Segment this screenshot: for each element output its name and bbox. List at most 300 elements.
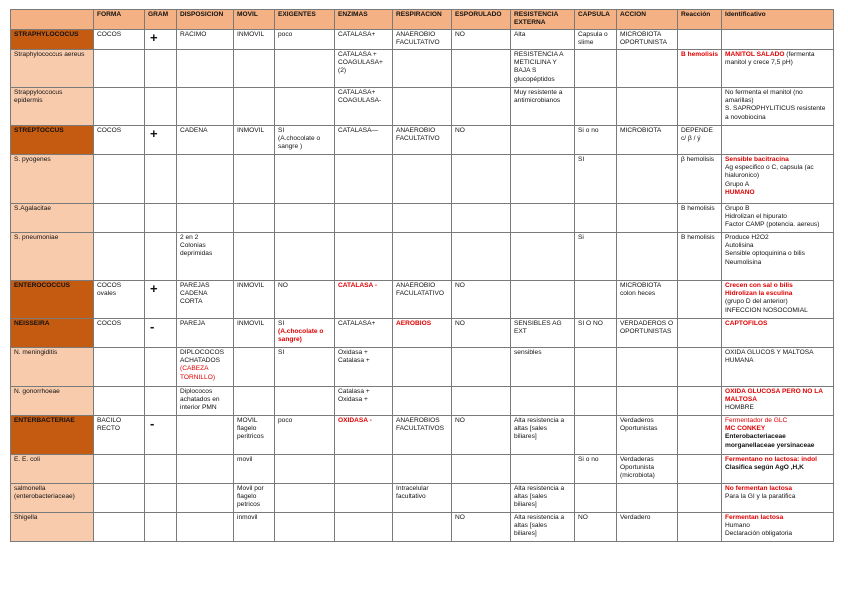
- table-cell[interactable]: [575, 155, 617, 204]
- table-cell[interactable]: [722, 348, 834, 387]
- table-cell[interactable]: [275, 281, 335, 319]
- column-header[interactable]: ENZIMAS: [335, 10, 393, 30]
- table-cell[interactable]: [575, 126, 617, 155]
- cell-text: Hidrolizan el hipurato: [725, 213, 787, 221]
- table-cell[interactable]: [511, 455, 575, 484]
- table-cell[interactable]: [275, 204, 335, 233]
- table-cell[interactable]: [678, 233, 722, 281]
- table-cell[interactable]: [234, 233, 275, 281]
- table-cell[interactable]: [393, 155, 452, 204]
- table-cell[interactable]: [275, 387, 335, 416]
- table-cell[interactable]: [275, 88, 335, 126]
- cell-text: Si o no: [578, 127, 599, 134]
- table-cell[interactable]: [678, 484, 722, 513]
- table-cell[interactable]: [275, 348, 335, 387]
- table-cell[interactable]: [94, 126, 145, 155]
- table-cell[interactable]: [335, 513, 393, 542]
- table-cell[interactable]: [452, 50, 511, 88]
- table-cell[interactable]: [275, 50, 335, 88]
- group-name-cell[interactable]: STREPTOCCUS: [11, 126, 94, 155]
- table-cell[interactable]: [275, 319, 335, 348]
- cell-text: PAREJA: [180, 320, 206, 327]
- species-name-cell[interactable]: S.Agalacitae: [11, 204, 94, 233]
- cell-text: COCOS ovales: [97, 282, 122, 298]
- column-header[interactable]: DISPOSICION: [177, 10, 234, 30]
- species-row: [11, 88, 834, 126]
- table-cell[interactable]: [94, 348, 145, 387]
- table-cell[interactable]: [511, 155, 575, 204]
- table-cell[interactable]: [678, 281, 722, 319]
- table-cell[interactable]: [617, 204, 678, 233]
- table-cell[interactable]: [275, 455, 335, 484]
- cell-text: SENSIBLES AG EXT: [514, 320, 562, 336]
- table-cell[interactable]: [335, 155, 393, 204]
- table-cell[interactable]: [177, 281, 234, 319]
- table-cell[interactable]: [452, 126, 511, 155]
- table-cell[interactable]: [335, 387, 393, 416]
- table-cell[interactable]: [275, 416, 335, 455]
- cell-text: Sensible bacitracina: [725, 156, 789, 163]
- table-cell[interactable]: [617, 484, 678, 513]
- table-cell[interactable]: [234, 484, 275, 513]
- table-cell[interactable]: [722, 88, 834, 126]
- table-cell[interactable]: [177, 233, 234, 281]
- cell-text: SI: [278, 320, 285, 327]
- table-cell[interactable]: [335, 484, 393, 513]
- header-cell-blank[interactable]: [11, 10, 94, 30]
- table-cell[interactable]: [722, 319, 834, 348]
- table-cell[interactable]: [393, 416, 452, 455]
- table-cell[interactable]: [511, 319, 575, 348]
- cell-text: NO: [455, 31, 465, 38]
- cell-text: ANAEROBIOS FACULTATIVOS: [396, 417, 444, 433]
- column-header[interactable]: EXIGENTES: [275, 10, 335, 30]
- table-cell[interactable]: [393, 348, 452, 387]
- table-cell[interactable]: [234, 455, 275, 484]
- cell-text: ANAEROBIO FACULATATIVO: [396, 282, 444, 298]
- cell-text: NO: [455, 282, 465, 289]
- species-name-cell[interactable]: E. E. coli: [11, 455, 94, 484]
- cell-text: SI: [278, 127, 285, 134]
- table-cell[interactable]: [575, 233, 617, 281]
- species-name-cell[interactable]: Shigella: [11, 513, 94, 542]
- cell-text: BACILO RECTO: [97, 417, 122, 433]
- table-cell[interactable]: [335, 455, 393, 484]
- table-cell[interactable]: [145, 281, 177, 319]
- cell-text: HOMBRE: [725, 404, 754, 412]
- table-cell[interactable]: [511, 513, 575, 542]
- table-cell[interactable]: [145, 455, 177, 484]
- table-cell[interactable]: [177, 455, 234, 484]
- table-cell[interactable]: [617, 281, 678, 319]
- cell-text: Muy resistente a antimicrobianos: [514, 89, 563, 105]
- column-header[interactable]: Identificativo: [722, 10, 834, 30]
- table-cell[interactable]: [722, 30, 834, 50]
- table-cell[interactable]: [452, 387, 511, 416]
- group-row: [11, 281, 834, 319]
- table-cell[interactable]: [452, 348, 511, 387]
- cell-text: OXIDA GLUCOSA PERO NO LA MALTOSA: [725, 388, 823, 404]
- table-cell[interactable]: [722, 155, 834, 204]
- gram-sign: +: [150, 281, 158, 296]
- table-cell[interactable]: [722, 50, 834, 88]
- table-cell[interactable]: [678, 348, 722, 387]
- cell-text: MC CONKEY: [725, 425, 766, 433]
- table-cell[interactable]: [234, 513, 275, 542]
- cell-text: Si o no: [578, 456, 599, 463]
- table-cell[interactable]: [678, 513, 722, 542]
- cell-text: poco: [278, 417, 293, 424]
- table-cell[interactable]: [617, 50, 678, 88]
- table-cell[interactable]: [617, 513, 678, 542]
- cell-text: SI: [578, 156, 585, 163]
- cell-text: sensibles: [514, 349, 542, 356]
- table-cell[interactable]: [94, 455, 145, 484]
- table-cell[interactable]: [94, 50, 145, 88]
- table-cell[interactable]: [452, 513, 511, 542]
- cell-text: B hemolisis: [681, 234, 715, 241]
- cell-text: MOVIL flagelo peritricos: [237, 417, 264, 441]
- table-cell[interactable]: [678, 387, 722, 416]
- column-header[interactable]: ESPORULADO: [452, 10, 511, 30]
- table-cell[interactable]: [617, 348, 678, 387]
- table-cell[interactable]: [94, 88, 145, 126]
- table-cell[interactable]: [617, 416, 678, 455]
- table-cell[interactable]: [511, 50, 575, 88]
- column-header[interactable]: RESISTENCIA EXTERNA: [511, 10, 575, 30]
- table-cell[interactable]: [145, 484, 177, 513]
- table-cell[interactable]: [94, 484, 145, 513]
- table-cell[interactable]: [617, 30, 678, 50]
- table-cell[interactable]: [452, 455, 511, 484]
- species-name-cell[interactable]: Straphylococcus aereus: [11, 50, 94, 88]
- column-header[interactable]: CAPSULA: [575, 10, 617, 30]
- table-cell[interactable]: [393, 126, 452, 155]
- table-cell[interactable]: [275, 484, 335, 513]
- table-cell[interactable]: [275, 126, 335, 155]
- table-cell[interactable]: [177, 204, 234, 233]
- table-cell[interactable]: [94, 281, 145, 319]
- cell-text: Fermentan lactosa: [725, 514, 784, 521]
- gram-sign: -: [150, 416, 155, 431]
- table-cell[interactable]: [575, 513, 617, 542]
- cell-text: MICROBIOTA colon heces: [620, 282, 661, 298]
- table-cell[interactable]: [575, 281, 617, 319]
- table-cell[interactable]: [234, 126, 275, 155]
- table-cell[interactable]: [393, 455, 452, 484]
- cell-text: NO: [455, 320, 465, 327]
- table-cell[interactable]: [511, 88, 575, 126]
- table-cell[interactable]: [275, 30, 335, 50]
- table-cell[interactable]: [393, 30, 452, 50]
- table-cell[interactable]: [145, 513, 177, 542]
- table-cell[interactable]: [145, 50, 177, 88]
- table-cell[interactable]: [335, 88, 393, 126]
- table-cell[interactable]: [94, 513, 145, 542]
- cell-text: Declaración obligatoria: [725, 530, 793, 538]
- table-cell[interactable]: [678, 155, 722, 204]
- table-cell[interactable]: [335, 204, 393, 233]
- table-cell[interactable]: [452, 233, 511, 281]
- table-cell[interactable]: [452, 416, 511, 455]
- table-cell[interactable]: [145, 348, 177, 387]
- species-name-cell[interactable]: S. pneumoniae: [11, 233, 94, 281]
- cell-text: morganellaceae yersinaceae: [725, 441, 815, 449]
- cell-text: Humano: [725, 522, 750, 530]
- gram-sign: -: [150, 319, 155, 334]
- table-cell[interactable]: [234, 319, 275, 348]
- table-cell[interactable]: [177, 155, 234, 204]
- table-cell[interactable]: [722, 484, 834, 513]
- column-header[interactable]: RESPIRACION: [393, 10, 452, 30]
- table-cell[interactable]: [617, 319, 678, 348]
- table-cell[interactable]: [393, 319, 452, 348]
- table-cell[interactable]: [452, 281, 511, 319]
- species-name-cell[interactable]: N. gonorrhoeae: [11, 387, 94, 416]
- table-cell[interactable]: [145, 155, 177, 204]
- table-cell[interactable]: [452, 88, 511, 126]
- species-row: [11, 233, 834, 281]
- table-cell[interactable]: [617, 455, 678, 484]
- table-cell[interactable]: [452, 155, 511, 204]
- table-cell[interactable]: [335, 233, 393, 281]
- cell-text: CATALASA -: [338, 282, 378, 289]
- group-name-cell[interactable]: NEISSEIRA: [11, 319, 94, 348]
- table-cell[interactable]: [678, 455, 722, 484]
- table-cell[interactable]: [575, 50, 617, 88]
- table-cell[interactable]: [722, 281, 834, 319]
- table-cell[interactable]: [511, 126, 575, 155]
- table-cell[interactable]: [177, 30, 234, 50]
- table-cell[interactable]: [511, 30, 575, 50]
- gram-sign: +: [150, 30, 158, 45]
- table-cell[interactable]: [177, 126, 234, 155]
- table-cell[interactable]: [145, 387, 177, 416]
- table-cell[interactable]: [94, 416, 145, 455]
- cell-text: INMOVIL: [237, 282, 265, 289]
- column-header[interactable]: ACCION: [617, 10, 678, 30]
- table-cell[interactable]: [177, 387, 234, 416]
- table-cell[interactable]: [393, 204, 452, 233]
- table-cell[interactable]: [393, 387, 452, 416]
- cell-text: Enterobacteriaceae: [725, 433, 786, 441]
- table-cell[interactable]: [393, 88, 452, 126]
- table-cell[interactable]: [177, 319, 234, 348]
- table-cell[interactable]: [617, 88, 678, 126]
- table-cell[interactable]: [234, 348, 275, 387]
- table-cell[interactable]: [511, 416, 575, 455]
- table-cell[interactable]: [234, 387, 275, 416]
- species-name-cell[interactable]: salmonella (enterobacteriaceae): [11, 484, 94, 513]
- group-row: [11, 126, 834, 155]
- cell-text: NO: [455, 417, 465, 424]
- table-cell[interactable]: [393, 484, 452, 513]
- cell-text: COCOS: [97, 320, 122, 327]
- table-cell[interactable]: [335, 281, 393, 319]
- table-cell[interactable]: [617, 233, 678, 281]
- cell-text: SI O NO: [578, 320, 603, 327]
- table-cell[interactable]: [234, 281, 275, 319]
- table-cell[interactable]: [722, 513, 834, 542]
- table-cell[interactable]: [511, 348, 575, 387]
- table-cell[interactable]: [617, 155, 678, 204]
- table-cell[interactable]: [177, 50, 234, 88]
- table-cell[interactable]: [393, 281, 452, 319]
- table-cell[interactable]: [511, 281, 575, 319]
- table-cell[interactable]: [678, 50, 722, 88]
- species-name-cell[interactable]: N. meningiditis: [11, 348, 94, 387]
- cell-text: Colonias deprimidas: [180, 242, 213, 258]
- cell-text: INMOVIL: [237, 320, 265, 327]
- table-cell[interactable]: [575, 416, 617, 455]
- cell-text: Verdadero: [620, 514, 651, 521]
- table-cell[interactable]: [511, 233, 575, 281]
- table-cell[interactable]: [234, 155, 275, 204]
- species-name-cell[interactable]: S. pyogenes: [11, 155, 94, 204]
- table-cell[interactable]: [335, 319, 393, 348]
- cell-text: Alta: [514, 31, 526, 38]
- table-cell[interactable]: [678, 88, 722, 126]
- table-cell[interactable]: [145, 204, 177, 233]
- table-cell[interactable]: [393, 50, 452, 88]
- table-cell[interactable]: [145, 126, 177, 155]
- table-cell[interactable]: [234, 416, 275, 455]
- table-cell[interactable]: [145, 30, 177, 50]
- table-cell[interactable]: [145, 319, 177, 348]
- cell-text: (fermenta manitol y crece 7,5 pH): [725, 51, 815, 67]
- table-cell[interactable]: [575, 319, 617, 348]
- table-cell[interactable]: [335, 348, 393, 387]
- cell-text: (A.chocolate o sangre ): [278, 135, 321, 151]
- table-cell[interactable]: [678, 416, 722, 455]
- table-cell[interactable]: [722, 204, 834, 233]
- column-header[interactable]: FORMA: [94, 10, 145, 30]
- table-cell[interactable]: [335, 126, 393, 155]
- cell-text: NO: [278, 282, 288, 289]
- cell-text: CATALASA—: [338, 127, 379, 134]
- table-cell[interactable]: [393, 233, 452, 281]
- table-cell[interactable]: [177, 348, 234, 387]
- table-cell[interactable]: [575, 204, 617, 233]
- cell-text: Ag especifico o C, capsula (ac hialuronico): [725, 164, 814, 180]
- table-cell[interactable]: [234, 88, 275, 126]
- table-cell[interactable]: [393, 513, 452, 542]
- table-cell[interactable]: [678, 204, 722, 233]
- table-cell[interactable]: [722, 126, 834, 155]
- cell-text: NO: [455, 127, 465, 134]
- column-header[interactable]: MOVIL: [234, 10, 275, 30]
- table-cell[interactable]: [234, 204, 275, 233]
- table-cell[interactable]: [511, 484, 575, 513]
- table-cell[interactable]: [452, 30, 511, 50]
- table-cell[interactable]: [452, 204, 511, 233]
- cell-text: Crecen con sal o bilis: [725, 282, 793, 289]
- table-cell[interactable]: [335, 50, 393, 88]
- table-cell[interactable]: [177, 416, 234, 455]
- cell-text: ANAEROBIO FACULTATIVO: [396, 31, 440, 47]
- cell-text: Grupo A: [725, 180, 750, 188]
- cell-text: CAPTOFILOS: [725, 320, 768, 327]
- table-cell[interactable]: [575, 30, 617, 50]
- table-cell[interactable]: [511, 204, 575, 233]
- cell-text: Para la GI y la paratifica: [725, 493, 796, 501]
- species-row: [11, 155, 834, 204]
- column-header[interactable]: GRAM: [145, 10, 177, 30]
- table-cell[interactable]: [177, 484, 234, 513]
- table-cell[interactable]: [575, 387, 617, 416]
- table-cell[interactable]: [617, 387, 678, 416]
- table-cell[interactable]: [177, 513, 234, 542]
- table-cell[interactable]: [275, 155, 335, 204]
- group-name-cell[interactable]: ENTEROCOCCUS: [11, 281, 94, 319]
- table-cell[interactable]: [678, 319, 722, 348]
- table-cell[interactable]: [678, 126, 722, 155]
- table-cell[interactable]: [145, 88, 177, 126]
- cell-text: INMOVIL: [237, 127, 265, 134]
- table-cell[interactable]: [234, 50, 275, 88]
- table-cell[interactable]: [678, 30, 722, 50]
- table-cell[interactable]: [575, 484, 617, 513]
- table-cell[interactable]: [722, 387, 834, 416]
- table-cell[interactable]: [234, 30, 275, 50]
- table-cell[interactable]: [275, 513, 335, 542]
- table-cell[interactable]: [452, 319, 511, 348]
- cell-text: CATALASA + COAGULASA+ (2): [338, 51, 383, 75]
- cell-text: Factor CAMP (potencia. aereus): [725, 221, 820, 229]
- table-cell[interactable]: [94, 319, 145, 348]
- cell-text: ANAEROBIO FACULTATIVO: [396, 127, 440, 143]
- table-cell[interactable]: [722, 455, 834, 484]
- table-cell[interactable]: [722, 233, 834, 281]
- cell-text: HUMANO: [725, 188, 755, 196]
- cell-text: DIPLOCOCOS ACHATADOS: [180, 349, 224, 365]
- cell-text: Oxidasa + Catalasa +: [338, 349, 370, 365]
- table-cell[interactable]: [94, 155, 145, 204]
- cell-text: Fermentador de GLC: [725, 417, 788, 424]
- table-cell[interactable]: [335, 30, 393, 50]
- column-header[interactable]: Reacción: [678, 10, 722, 30]
- species-row: [11, 204, 834, 233]
- table-cell[interactable]: [575, 348, 617, 387]
- header-row: [11, 10, 834, 30]
- table-cell[interactable]: [722, 416, 834, 455]
- cell-text: COCOS: [97, 127, 122, 134]
- cell-text: Neumolisina: [725, 258, 762, 266]
- table-cell[interactable]: [617, 126, 678, 155]
- table-cell[interactable]: [275, 233, 335, 281]
- group-name-cell[interactable]: ENTERBACTERIAE: [11, 416, 94, 455]
- cell-text: MANITOL SALADO: [725, 51, 785, 58]
- table-cell[interactable]: [511, 387, 575, 416]
- table-cell[interactable]: [145, 416, 177, 455]
- table-cell[interactable]: [575, 88, 617, 126]
- species-row: [11, 387, 834, 416]
- cell-text: Produce H2O2: [725, 234, 769, 241]
- cell-text: Si: [578, 234, 584, 241]
- table-cell[interactable]: [94, 204, 145, 233]
- table-cell[interactable]: [145, 233, 177, 281]
- cell-text: inmovil: [237, 514, 258, 521]
- table-cell[interactable]: [575, 455, 617, 484]
- table-cell[interactable]: [177, 88, 234, 126]
- species-name-cell[interactable]: Strappyloccocus epidermis: [11, 88, 94, 126]
- table-cell[interactable]: [335, 416, 393, 455]
- table-cell[interactable]: [94, 387, 145, 416]
- table-cell[interactable]: [94, 30, 145, 50]
- table-cell[interactable]: [452, 484, 511, 513]
- group-name-cell[interactable]: STRAPHYLOCOCUS: [11, 30, 94, 50]
- table-cell[interactable]: [94, 233, 145, 281]
